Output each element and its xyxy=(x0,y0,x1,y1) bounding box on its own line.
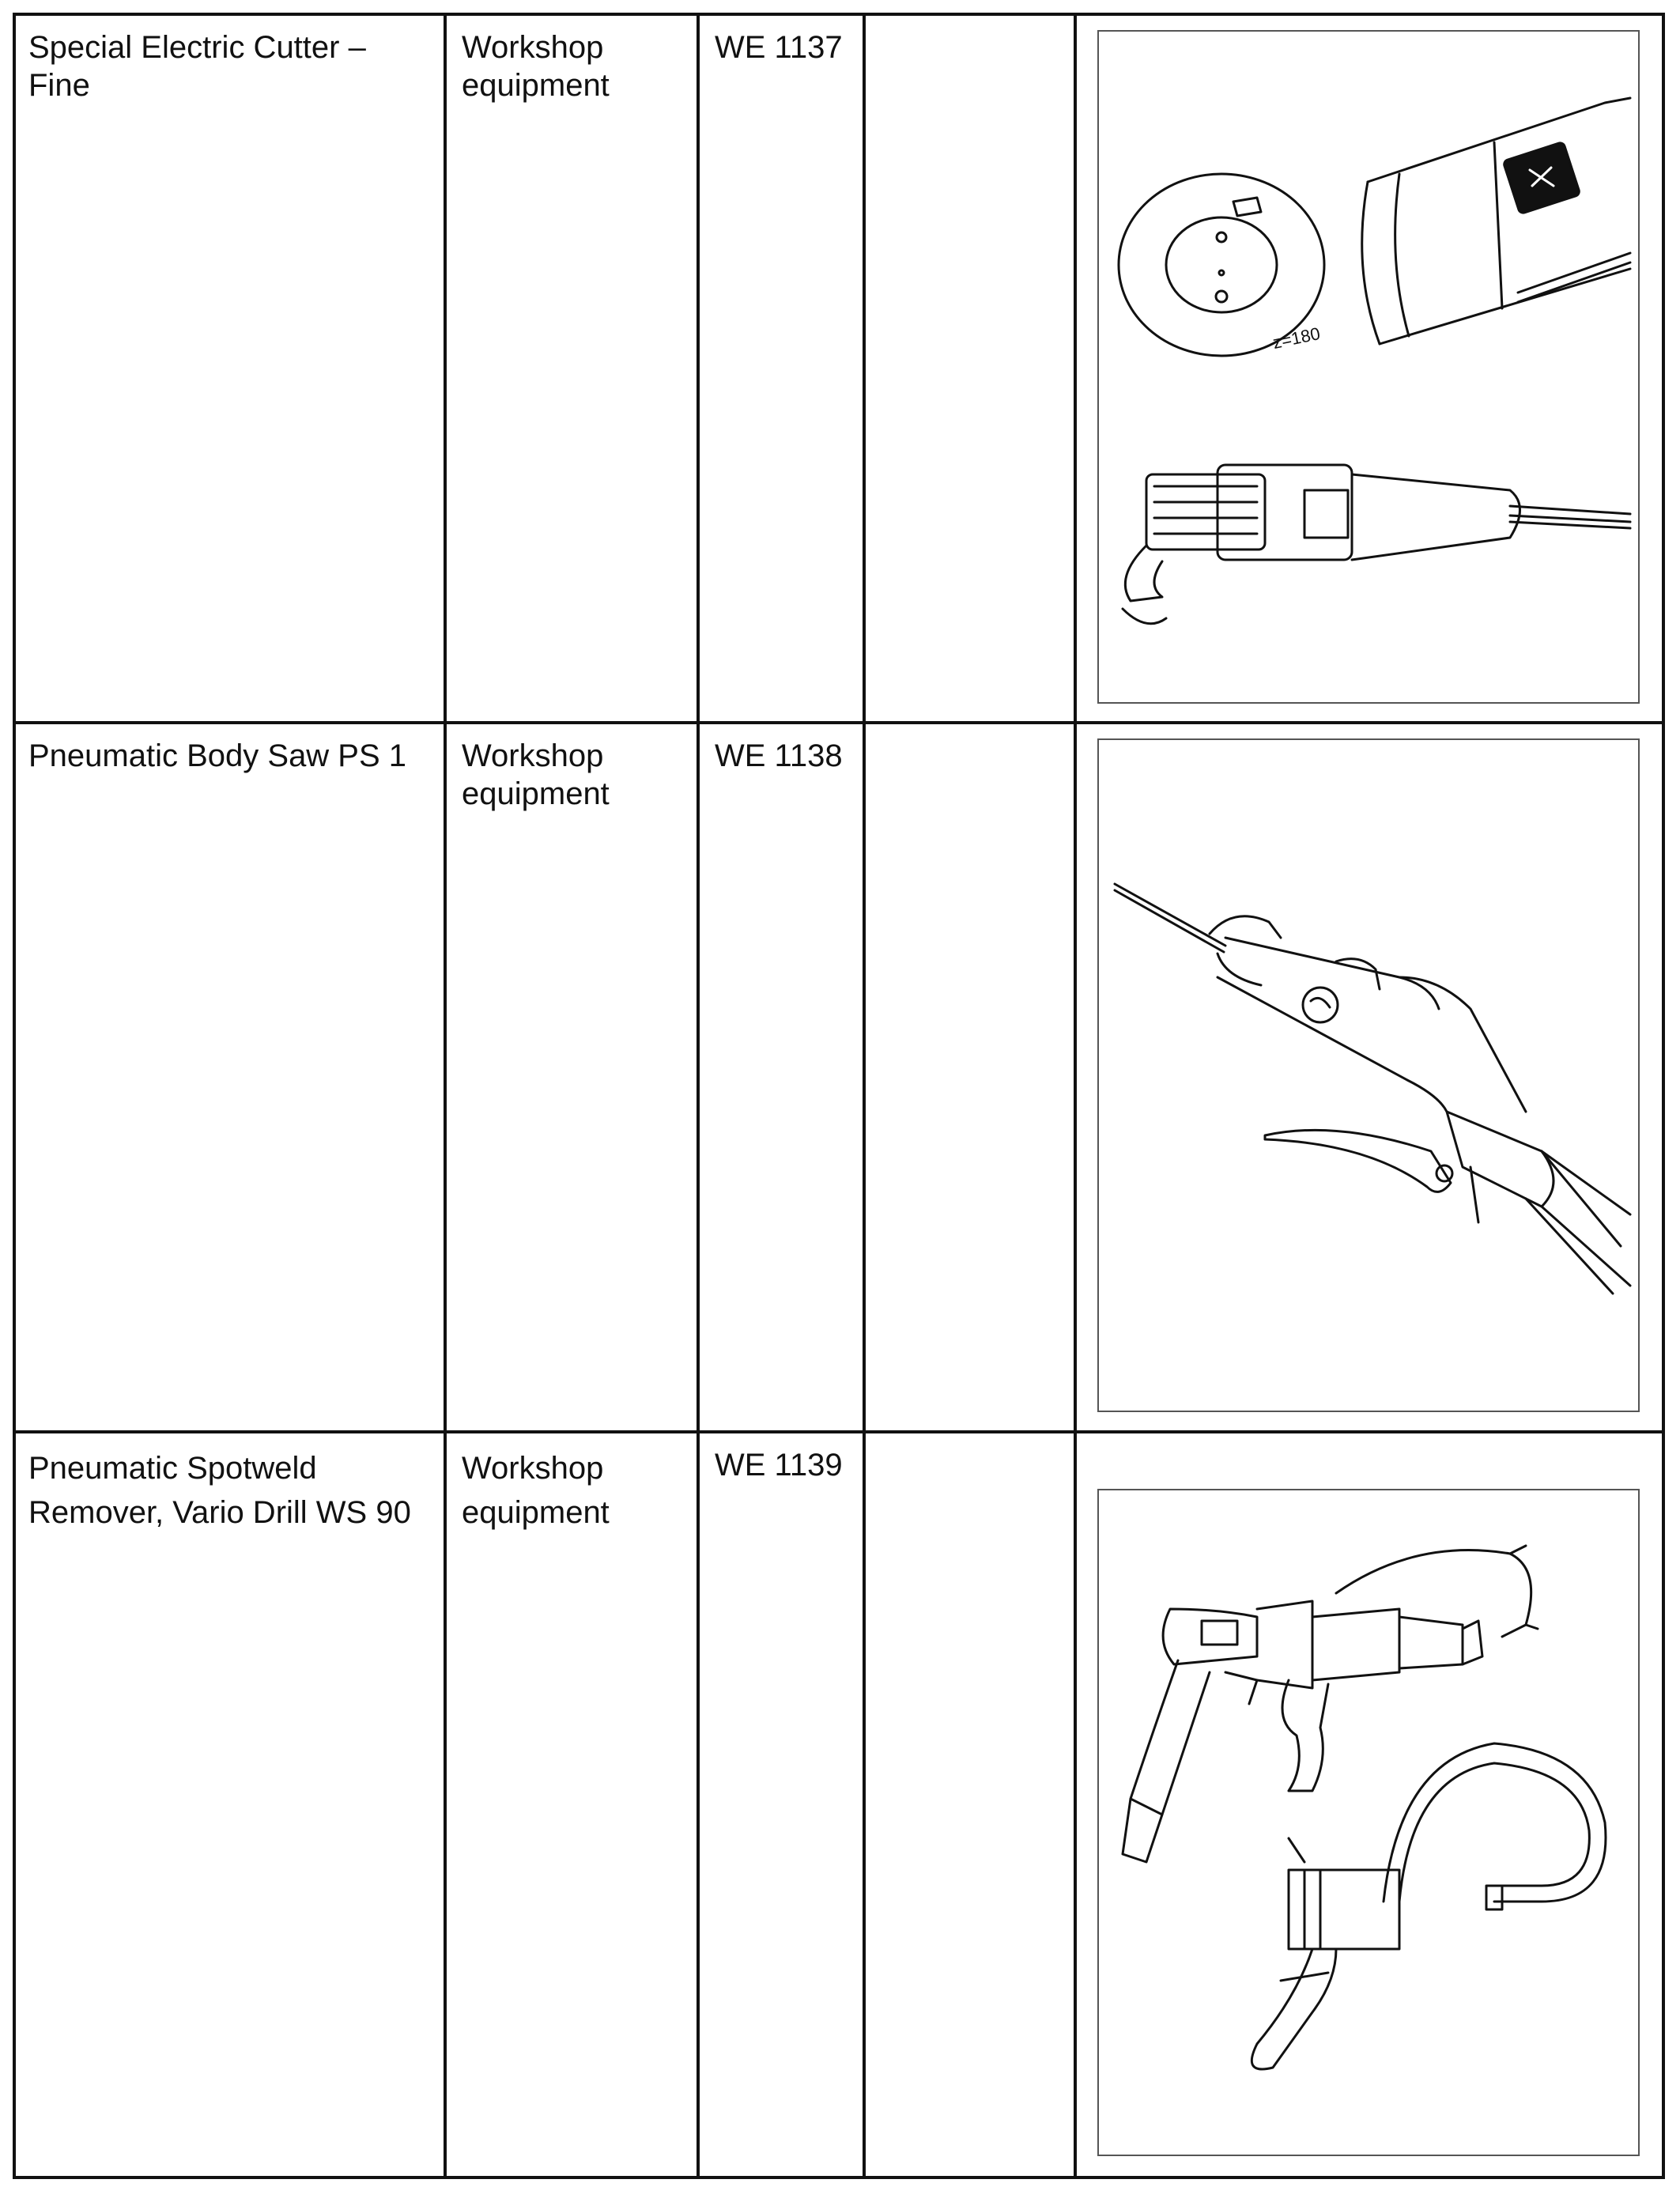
tool-category: Workshop equipment xyxy=(462,30,610,103)
electric-cutter-icon xyxy=(1097,30,1640,704)
column-divider xyxy=(863,13,866,2179)
tool-name: Pneumatic Spotweld Remover, Vario Drill WS 90 xyxy=(28,1451,411,1530)
table-border-bottom xyxy=(13,2176,1665,2179)
tool-code: WE 1138 xyxy=(715,738,843,773)
tool-code: WE 1139 xyxy=(715,1448,843,1482)
svg-text:z=180: z=180 xyxy=(1270,323,1322,353)
tools-table xyxy=(13,13,1665,2179)
column-divider xyxy=(444,13,447,2179)
column-divider xyxy=(697,13,700,2179)
spotweld-remover-icon xyxy=(1097,1489,1640,2156)
row-divider xyxy=(13,1430,1665,1433)
tool-category: Workshop equipment xyxy=(462,1451,610,1530)
tool-category: Workshop equipment xyxy=(462,738,610,811)
table-border-top xyxy=(13,13,1665,16)
table-border-right xyxy=(1662,13,1665,2179)
tool-name: Pneumatic Body Saw PS 1 xyxy=(28,738,407,773)
column-divider xyxy=(1074,13,1077,2179)
pneumatic-saw-icon xyxy=(1097,738,1640,1412)
row-divider xyxy=(13,721,1665,724)
tool-name: Special Electric Cutter – Fine xyxy=(28,30,366,103)
tool-code: WE 1137 xyxy=(715,30,843,65)
table-border-left xyxy=(13,13,16,2179)
